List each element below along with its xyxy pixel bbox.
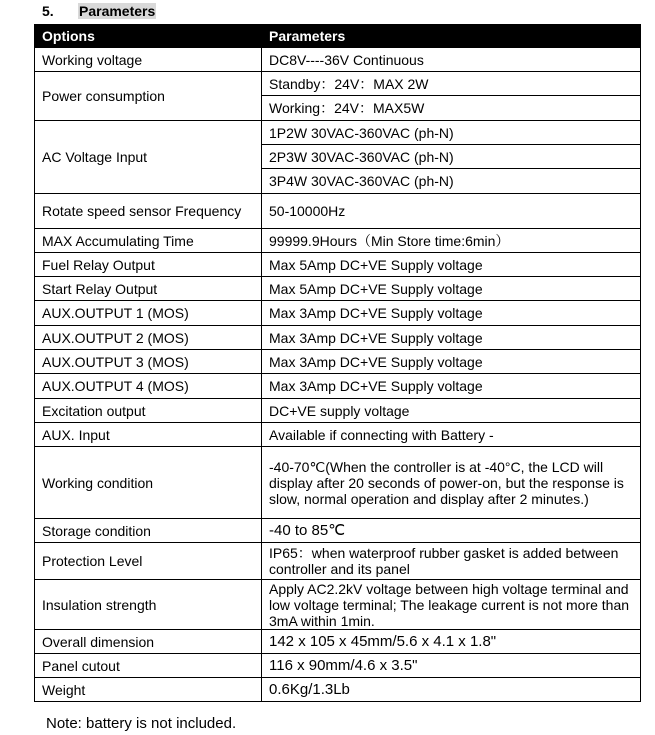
value-cell: 116 x 90mm/4.6 x 3.5": [262, 654, 641, 678]
value-cell: -40 to 85℃: [262, 519, 641, 543]
table-row: [35, 253, 641, 277]
table-row: [35, 48, 641, 72]
table-row: [35, 654, 641, 678]
table-row: [35, 301, 641, 326]
value-cell: Max 5Amp DC+VE Supply voltage: [262, 277, 641, 301]
table-row: [35, 326, 641, 350]
section-heading: [42, 3, 156, 19]
value-cell: 142 x 105 x 45mm/5.6 x 4.1 x 1.8": [262, 630, 641, 654]
option-cell: Working condition: [35, 447, 262, 519]
option-cell: Start Relay Output: [35, 277, 262, 301]
table-row: [35, 350, 641, 374]
option-cell: MAX Accumulating Time: [35, 229, 262, 253]
option-cell: AUX.OUTPUT 2 (MOS): [35, 326, 262, 350]
value-cell: IP65：when waterproof rubber gasket is added between controller and its panel: [262, 543, 641, 580]
value-cell: 2P3W 30VAC-360VAC (ph-N): [262, 145, 641, 169]
value-cell: Max 3Amp DC+VE Supply voltage: [262, 374, 641, 399]
option-cell: AUX.OUTPUT 1 (MOS): [35, 301, 262, 326]
table-row: [35, 543, 641, 580]
note-text: Note: battery is not included.: [46, 715, 237, 732]
option-cell: Rotate speed sensor Frequency: [35, 194, 262, 229]
table-row: [35, 423, 641, 447]
table-row: [35, 277, 641, 301]
option-cell: AC Voltage Input: [35, 121, 262, 194]
table-row: [35, 580, 641, 630]
option-cell: Excitation output: [35, 399, 262, 423]
value-cell: -40-70℃(When the controller is at -40°C, the LCD will display after 20 seconds of power-on, but the response is slow, normal operation and display after 2 minutes.): [262, 447, 641, 519]
option-cell: Insulation strength: [35, 580, 262, 630]
value-cell: Standby：24V：MAX 2W: [262, 72, 641, 96]
option-cell: Overall dimension: [35, 630, 262, 654]
value-cell: 99999.9Hours（Min Store time:6min）: [262, 229, 641, 253]
header-options: Options: [35, 25, 262, 48]
option-cell: Fuel Relay Output: [35, 253, 262, 277]
option-cell: AUX.OUTPUT 3 (MOS): [35, 350, 262, 374]
table-row: [35, 678, 641, 702]
value-cell: Max 3Amp DC+VE Supply voltage: [262, 350, 641, 374]
table-header-row: [35, 25, 641, 48]
option-cell: Storage condition: [35, 519, 262, 543]
table-row: [35, 72, 641, 96]
value-cell: DC8V----36V Continuous: [262, 48, 641, 72]
value-cell: 50-10000Hz: [262, 194, 641, 229]
value-cell: Available if connecting with Battery -: [262, 423, 641, 447]
value-cell: 0.6Kg/1.3Lb: [262, 678, 641, 702]
table-row: [35, 630, 641, 654]
table-row: [35, 447, 641, 519]
option-cell: Protection Level: [35, 543, 262, 580]
section-number: 5.: [42, 3, 54, 19]
option-cell: AUX.OUTPUT 4 (MOS): [35, 374, 262, 399]
option-cell: Panel cutout: [35, 654, 262, 678]
option-cell: Working voltage: [35, 48, 262, 72]
option-cell: Weight: [35, 678, 262, 702]
table-row: [35, 399, 641, 423]
header-parameters: Parameters: [262, 25, 641, 48]
table-row: [35, 194, 641, 229]
option-cell: Power consumption: [35, 72, 262, 121]
value-cell: 1P2W 30VAC-360VAC (ph-N): [262, 121, 641, 145]
parameters-table: [34, 24, 641, 702]
table-row: [35, 229, 641, 253]
table-row: [35, 374, 641, 399]
option-cell: AUX. Input: [35, 423, 262, 447]
value-cell: 3P4W 30VAC-360VAC (ph-N): [262, 169, 641, 194]
section-title: Parameters: [79, 3, 156, 19]
value-cell: Max 3Amp DC+VE Supply voltage: [262, 301, 641, 326]
table-row: [35, 121, 641, 145]
value-cell: Working：24V：MAX5W: [262, 96, 641, 121]
value-cell: Max 5Amp DC+VE Supply voltage: [262, 253, 641, 277]
table-row: [35, 519, 641, 543]
value-cell: Max 3Amp DC+VE Supply voltage: [262, 326, 641, 350]
value-cell: Apply AC2.2kV voltage between high voltage terminal and low voltage terminal; The leakage current is not more than 3mA within 1min.: [262, 580, 641, 630]
value-cell: DC+VE supply voltage: [262, 399, 641, 423]
